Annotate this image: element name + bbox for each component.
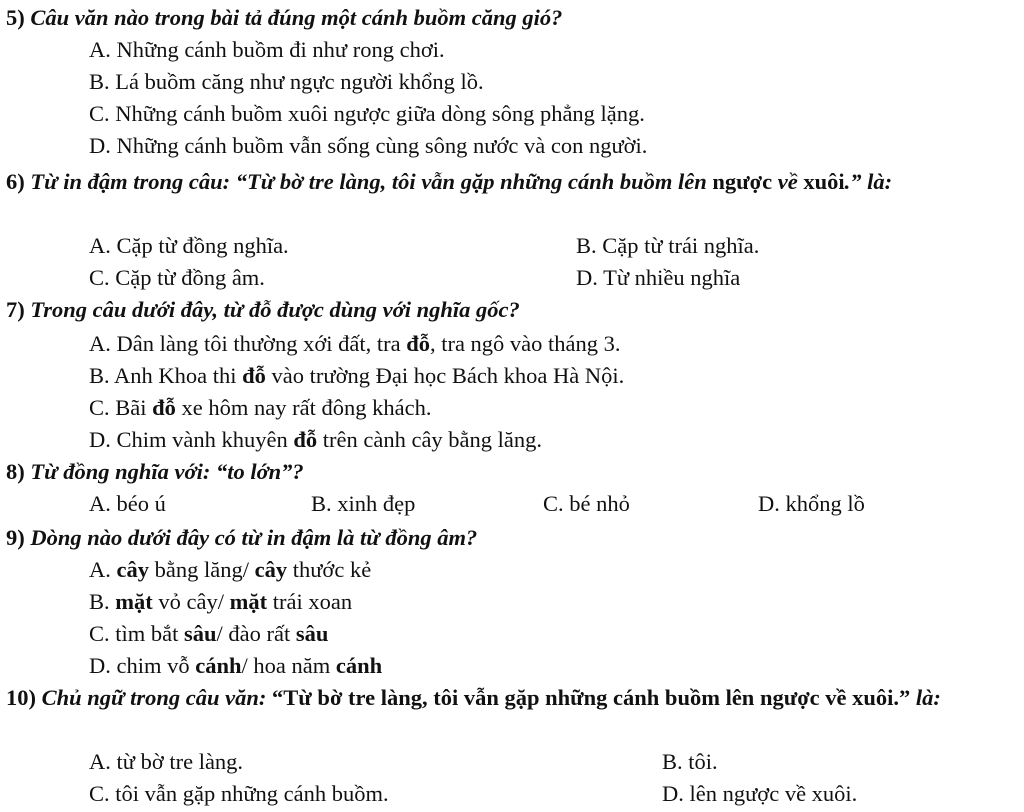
question-9 xyxy=(6,522,1018,554)
q7-option-d xyxy=(89,424,542,456)
q9-option-a-prefix: A. xyxy=(89,557,111,582)
q9-option-c-bold-2: sâu xyxy=(295,621,329,646)
q9-option-c-middle: / đào rất xyxy=(216,621,291,646)
question-10-quote: “Từ bờ tre làng, tôi vẫn gặp những cánh buồm lên ngược về xuôi.” xyxy=(272,685,911,710)
q9-option-c xyxy=(89,618,328,650)
q9-option-b xyxy=(89,586,352,618)
question-9-number: 9) xyxy=(6,525,25,550)
question-8-number: 8) xyxy=(6,459,25,484)
question-6-bold-word-2: xuôi xyxy=(803,169,845,194)
question-10-number: 10) xyxy=(6,685,36,710)
q6-option-b: B. Cặp từ trái nghĩa. xyxy=(576,233,760,258)
q7-option-a-end: , tra ngô vào tháng 3. xyxy=(429,331,621,356)
question-8-quote: “to lớn”? xyxy=(215,459,304,484)
question-7 xyxy=(6,294,1018,326)
q7-option-d-end: trên cành cây bằng lăng. xyxy=(322,427,543,452)
question-10 xyxy=(6,682,1018,714)
question-6 xyxy=(6,166,1018,198)
question-6-text-c: .” là: xyxy=(844,169,893,194)
q7-option-d-start: D. Chim vành khuyên xyxy=(89,427,288,452)
q6-option-a: A. Cặp từ đồng nghĩa. xyxy=(89,233,289,258)
question-6-text-a: Từ in đậm trong câu: “Từ bờ tre làng, tôi vẫn gặp những cánh buồm lên xyxy=(30,169,707,194)
q7-option-d-bold: đỗ xyxy=(293,427,318,452)
q9-option-c-prefix: C. tìm bắt xyxy=(89,621,179,646)
question-6-text-b: về xyxy=(777,169,798,194)
question-6-number: 6) xyxy=(6,169,25,194)
q9-option-d-prefix: D. chim vỗ xyxy=(89,653,190,678)
q10-option-b: B. tôi. xyxy=(662,749,718,774)
q10-option-a: A. từ bờ tre làng. xyxy=(89,749,244,774)
q9-option-d-middle: / hoa năm xyxy=(241,653,331,678)
q9-option-a-bold-2: cây xyxy=(254,557,288,582)
q7-option-a-bold: đỗ xyxy=(406,331,430,356)
q9-option-a-end: thước kẻ xyxy=(292,557,372,582)
q9-option-d-bold-1: cánh xyxy=(195,653,242,678)
q9-option-b-bold-1: mặt xyxy=(115,589,153,614)
q7-option-b-start: B. Anh Khoa thi xyxy=(89,363,237,388)
q10-option-d: D. lên ngược về xuôi. xyxy=(662,781,858,806)
q7-option-b-end: vào trường Đại học Bách khoa Hà Nội. xyxy=(271,363,625,388)
question-5-number: 5) xyxy=(6,5,25,30)
q9-option-c-bold-1: sâu xyxy=(184,621,217,646)
q8-option-b: B. xinh đẹp xyxy=(311,491,416,516)
q6-option-d: D. Từ nhiều nghĩa xyxy=(576,265,741,290)
q9-option-a xyxy=(89,554,371,586)
q9-option-d xyxy=(89,650,382,682)
q7-option-a-start: A. Dân làng tôi thường xới đất, tra xyxy=(89,331,401,356)
q5-option-b: B. Lá buồm căng như ngực người khổng lồ. xyxy=(89,69,484,94)
q7-option-b-bold: đỗ xyxy=(242,363,266,388)
question-7-text: Trong câu dưới đây, từ đỗ được dùng với nghĩa gốc? xyxy=(30,297,520,322)
question-8 xyxy=(6,456,1018,488)
q7-option-c xyxy=(89,392,431,424)
q7-option-c-bold: đỗ xyxy=(152,395,176,420)
question-10-text-a: Chủ ngữ trong câu văn: xyxy=(41,685,267,710)
q8-option-c: C. bé nhỏ xyxy=(543,491,630,516)
question-10-text-b: là: xyxy=(915,685,941,710)
q8-option-a: A. béo ú xyxy=(89,491,166,516)
q7-option-a xyxy=(89,328,621,360)
q9-option-a-middle: bằng lăng/ xyxy=(154,557,249,582)
q9-option-b-end: trái xoan xyxy=(272,589,353,614)
q7-option-c-end: xe hôm nay rất đông khách. xyxy=(181,395,432,420)
q8-option-d: D. khổng lồ xyxy=(758,491,865,516)
question-7-number: 7) xyxy=(6,297,25,322)
q9-option-b-prefix: B. xyxy=(89,589,110,614)
q7-option-c-start: C. Bãi xyxy=(89,395,147,420)
q5-option-a: A. Những cánh buồm đi như rong chơi. xyxy=(89,37,445,62)
q9-option-d-bold-2: cánh xyxy=(335,653,383,678)
question-9-text: Dòng nào dưới đây có từ in đậm là từ đồng âm? xyxy=(30,525,478,550)
q10-option-c: C. tôi vẫn gặp những cánh buồm. xyxy=(89,781,389,806)
q5-option-c: C. Những cánh buồm xuôi ngược giữa dòng sông phẳng lặng. xyxy=(89,101,645,126)
q9-option-a-bold-1: cây xyxy=(116,557,149,582)
q6-option-c: C. Cặp từ đồng âm. xyxy=(89,265,265,290)
q9-option-b-bold-2: mặt xyxy=(229,589,268,614)
question-5-text: Câu văn nào trong bài tả đúng một cánh buồm căng gió? xyxy=(30,5,563,30)
question-8-text: Từ đồng nghĩa với: xyxy=(30,459,211,484)
q9-option-b-middle: vỏ cây/ xyxy=(158,589,224,614)
question-5 xyxy=(6,2,1018,34)
question-6-bold-word-1: ngược xyxy=(712,169,773,194)
q5-option-d: D. Những cánh buồm vẫn sống cùng sông nước và con người. xyxy=(89,133,648,158)
q7-option-b xyxy=(89,360,624,392)
